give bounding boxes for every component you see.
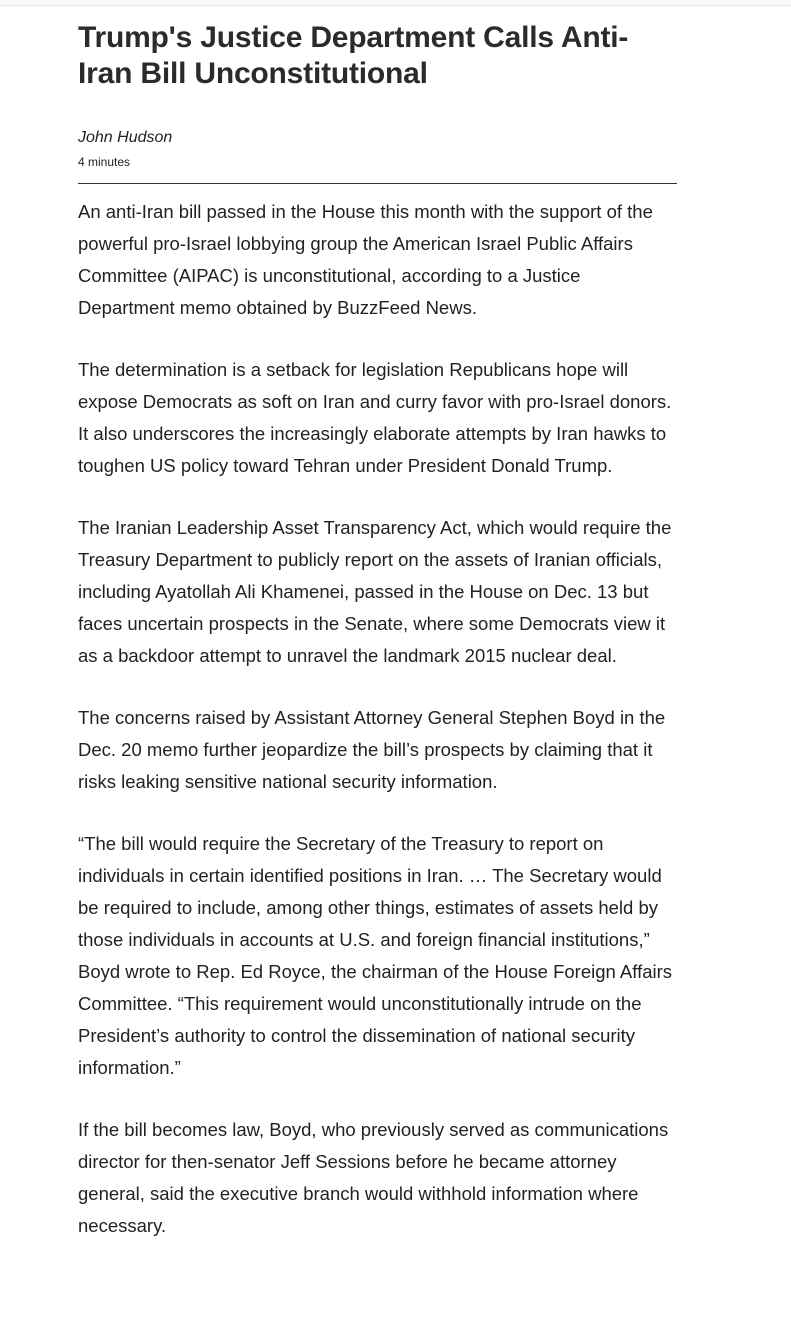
paragraph-2: The determination is a setback for legislation Republicans hope will expose Democrats as soft on Iran and curry favor with pro-Israel donors. It also underscores the increasingly elaborate attempts by Iran hawks to toughen US policy toward Tehran under President Donald Trump.: [78, 359, 672, 476]
header-divider: [78, 183, 677, 184]
paragraph-4: The concerns raised by Assistant Attorney General Stephen Boyd in the Dec. 20 memo further jeopardize the bill’s prospects by claiming that it risks leaking sensitive national security information.: [78, 707, 666, 792]
paragraph-1: An anti-Iran bill passed in the House this month with the support of the powerful pro-Israel lobbying group the American Israel Public Affairs Committee (AIPAC) is unconstitutional, according to a Justice Department memo obtained by BuzzFeed News.: [78, 201, 653, 318]
read-time: 4 minutes: [78, 155, 131, 169]
article-title: Trump's Justice Department Calls Anti-Iran Bill Unconstitutional: [78, 21, 629, 90]
article: [78, 0, 678, 1272]
article-body: [78, 196, 678, 1242]
author-byline: John Hudson: [78, 129, 173, 146]
paragraph-5: “The bill would require the Secretary of the Treasury to report on individuals in certain identified positions in Iran. … The Secretary would be required to include, among other things, estimates of assets held by those individuals in accounts at U.S. and foreign financial institutions,” Boyd wrote to Rep. Ed Royce, the chairman of the House Foreign Affairs Committee. “This requirement would unconstitutionally intrude on the President’s authority to control the dissemination of national security information.”: [78, 833, 673, 1078]
paragraph-6: If the bill becomes law, Boyd, who previously served as communications director for then-senator Jeff Sessions before he became attorney general, said the executive branch would withhold information where necessary.: [78, 1119, 669, 1236]
paragraph-3: The Iranian Leadership Asset Transparency Act, which would require the Treasury Department to publicly report on the assets of Iranian officials, including Ayatollah Ali Khamenei, passed in the House on Dec. 13 but faces uncertain prospects in the Senate, where some Democrats view it as a backdoor attempt to unravel the landmark 2015 nuclear deal.: [78, 517, 672, 666]
